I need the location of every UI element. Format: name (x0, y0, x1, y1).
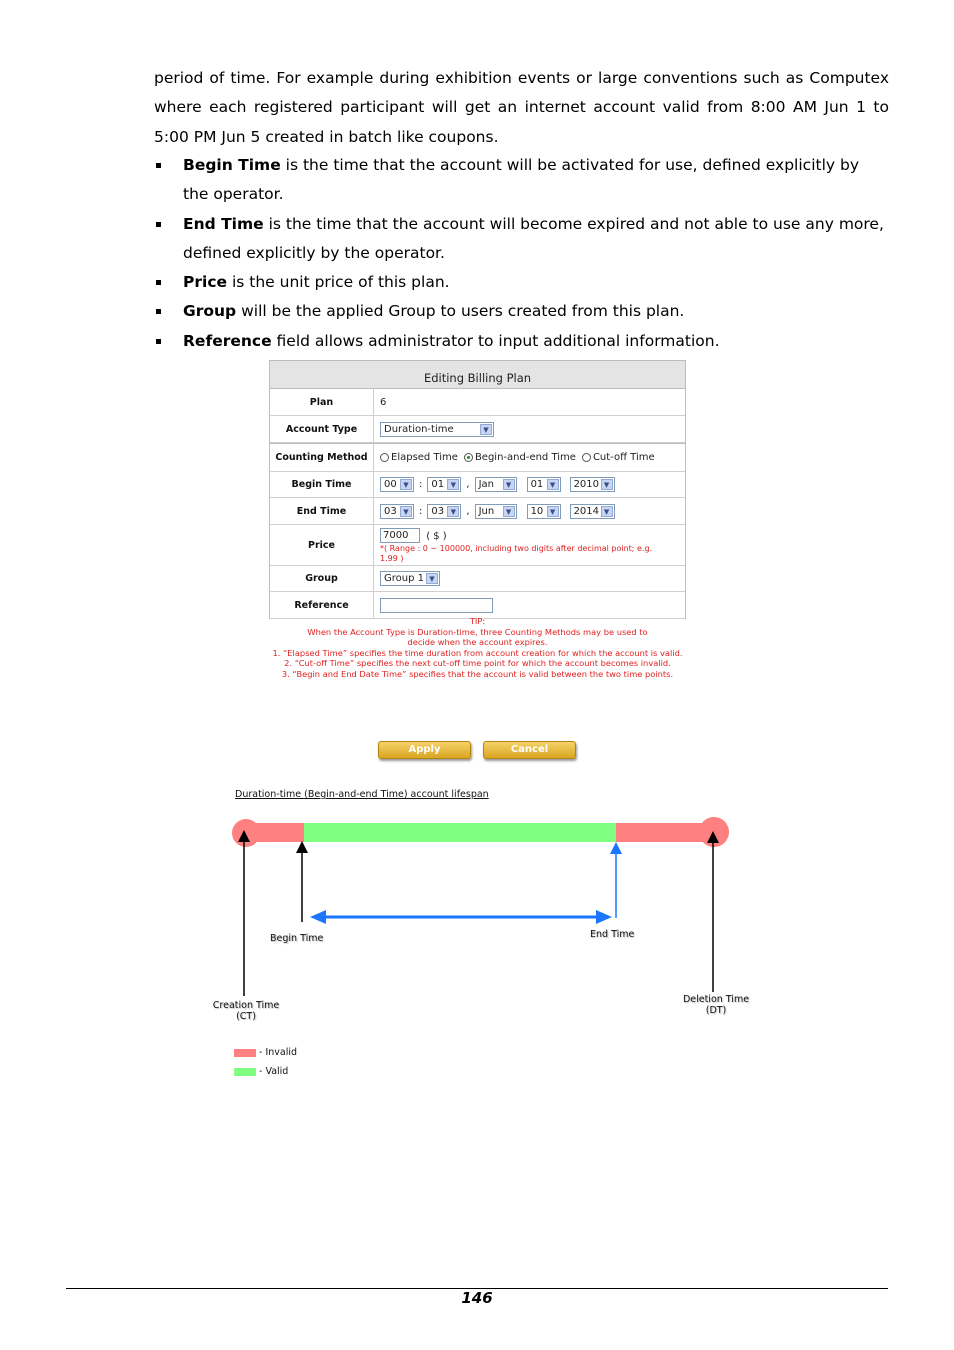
begin-time-label: Begin Time (270, 472, 374, 497)
group-select[interactable] (380, 571, 440, 586)
begin-time-selects (374, 472, 685, 497)
deletion-time-dot (699, 817, 729, 847)
counting-method-row (270, 443, 685, 472)
bullet-text: will be the applied Group to users created from this plan. (236, 302, 685, 321)
bullet-price (154, 268, 889, 297)
diagram-title: Duration-time (Begin-and-end Time) account lifespan (235, 789, 489, 800)
price-row (270, 525, 685, 566)
bullet-term: Reference (183, 331, 272, 350)
tip-box (269, 616, 686, 680)
select-value: Jan (478, 479, 494, 490)
chevron-down-icon: ▼ (480, 424, 492, 435)
intro-line: 5:00 PM Jun 5 created in batch like coupons. (154, 127, 499, 146)
span-arrowhead-right (596, 910, 612, 924)
price-cell (374, 525, 685, 565)
select-value: 03 (384, 505, 397, 517)
begin-hour-select[interactable] (380, 477, 414, 492)
chevron-down-icon: ▼ (447, 506, 459, 517)
chevron-down-icon: ▼ (601, 506, 613, 517)
begin-day-select[interactable] (527, 477, 561, 492)
creation-time-label (205, 1000, 287, 1022)
select-value: 01 (431, 479, 445, 490)
radio-begin-end-time[interactable] (464, 453, 473, 462)
account-type-select-value: Duration-time (384, 423, 454, 435)
bullet-marker (156, 280, 161, 285)
bullet-term: End Time (183, 214, 264, 233)
account-type-row (270, 416, 685, 443)
group-row (270, 566, 685, 592)
bullet-marker (156, 222, 161, 227)
reference-row (270, 592, 685, 619)
chevron-down-icon: ▼ (400, 506, 412, 517)
begin-time-label: Begin Time (270, 933, 324, 944)
tip-intro: When the Account Type is Duration-time, three Counting Methods may be used to decide when the account expires. (307, 626, 648, 648)
intro-paragraph (154, 64, 889, 152)
end-hour-select[interactable] (380, 504, 414, 519)
intro-line: where each registered participant will get an internet account valid from 8:00 AM Jun 1 to (154, 98, 889, 117)
bullet-text: is the time that the account will become expired and not able to use any more, defined explicitly by the operator. (183, 214, 884, 262)
reference-label: Reference (270, 592, 374, 618)
legend-label: - Valid (259, 1066, 289, 1077)
chevron-down-icon: ▼ (426, 573, 438, 584)
end-time-label: End Time (270, 498, 374, 524)
plan-value: 6 (380, 396, 387, 408)
apply-button[interactable]: Apply (378, 741, 471, 759)
end-month-select[interactable] (475, 504, 517, 519)
cancel-button[interactable]: Cancel (483, 741, 576, 759)
plan-row (270, 389, 685, 416)
time-colon: : (419, 505, 423, 517)
invalid-bar-right (616, 823, 714, 842)
radio-elapsed-time[interactable] (380, 453, 389, 462)
date-comma: , (466, 479, 470, 490)
group-cell (374, 566, 685, 591)
legend-valid (234, 1066, 288, 1077)
end-min-select[interactable] (427, 504, 461, 519)
select-value: 03 (431, 505, 445, 517)
creation-time-dot (232, 819, 260, 847)
price-range-note: *( Range : 0 ~ 100000, including two digits after decimal point; e.g. 1.99 ) (380, 544, 653, 563)
form-title: Editing Billing Plan (270, 361, 685, 389)
billing-plan-form (269, 360, 686, 619)
time-colon: : (419, 479, 423, 490)
radio-label: Cut-off Time (592, 452, 655, 463)
counting-method-label: Counting Method (270, 444, 374, 471)
bullet-term: Begin Time (183, 156, 281, 174)
end-time-selects (374, 498, 685, 524)
end-time-row (270, 498, 685, 525)
reference-cell (374, 592, 685, 618)
deletion-time-text: Deletion Time (682, 994, 750, 1005)
account-type-select[interactable] (380, 422, 494, 437)
bullet-term: Price (183, 273, 228, 292)
select-value: 2014 (573, 505, 600, 517)
select-value: 2010 (573, 479, 600, 490)
bullet-end-time (154, 210, 889, 269)
legend-swatch-valid (234, 1068, 256, 1076)
legend-swatch-invalid (234, 1049, 256, 1057)
select-value: Jun (478, 505, 495, 517)
select-value: 01 (530, 479, 544, 490)
chevron-down-icon: ▼ (547, 479, 559, 490)
creation-time-abbr: (CT) (236, 1011, 256, 1022)
begin-month-select[interactable] (475, 477, 517, 492)
group-label: Group (270, 566, 374, 591)
legend-label: - Invalid (259, 1047, 298, 1058)
select-value: 10 (530, 505, 544, 517)
invalid-bar-left (246, 823, 304, 842)
bullet-marker (156, 309, 161, 314)
begin-time-row (270, 472, 685, 498)
bullet-text: field allows administrator to input additional information. (271, 331, 720, 350)
radio-label: Elapsed Time (391, 452, 458, 463)
date-comma: , (466, 505, 470, 517)
radio-label: Begin-and-end Time (474, 452, 576, 463)
begin-year-select[interactable] (570, 477, 615, 492)
price-unit: ( $ ) (426, 530, 447, 542)
counting-method-options (374, 444, 685, 471)
end-year-select[interactable] (570, 504, 615, 519)
select-value: 00 (384, 479, 397, 490)
chevron-down-icon: ▼ (400, 479, 412, 490)
end-time-label: End Time (590, 929, 635, 940)
chevron-down-icon: ▼ (503, 479, 515, 490)
account-type-label: Account Type (270, 416, 374, 442)
bullet-group (154, 297, 889, 326)
plan-label: Plan (270, 389, 374, 415)
tip-item: 3. “Begin and End Date Time” specifies that the account is valid between the two time points. (281, 668, 674, 679)
bullet-text: is the unit price of this plan. (227, 273, 450, 292)
creation-time-text: Creation Time (212, 1000, 280, 1011)
chevron-down-icon: ▼ (447, 479, 459, 490)
price-label: Price (270, 525, 374, 565)
bullet-marker (156, 163, 161, 168)
page-number: 146 (461, 1289, 493, 1307)
reference-input[interactable] (380, 598, 493, 613)
deletion-time-label (676, 994, 756, 1016)
radio-cut-off-time[interactable] (582, 453, 591, 462)
chevron-down-icon: ▼ (547, 506, 559, 517)
valid-bar (304, 823, 616, 842)
begin-min-select[interactable] (427, 477, 461, 492)
span-arrowhead-left (310, 910, 326, 924)
bullet-list (154, 151, 889, 356)
intro-line: period of time. For example during exhibition events or large conventions such as Computex (154, 69, 889, 87)
price-input[interactable]: 7000 (380, 528, 420, 543)
bullet-text: is the time that the account will be activated for use, defined explicitly by the operator. (183, 156, 859, 204)
select-value: Group 1 (384, 573, 424, 584)
tip-item: 2. “Cut-off Time” specifies the next cut-off time point for which the account becomes invalid. (284, 658, 671, 669)
bullet-begin-time (154, 151, 889, 210)
tip-item: 1. “Elapsed Time” specifies the time duration from account creation for which the account is valid. (272, 647, 683, 658)
legend-invalid (234, 1047, 297, 1058)
account-type-cell (374, 416, 685, 442)
end-day-select[interactable] (527, 504, 561, 519)
bullet-marker (156, 339, 161, 344)
bullet-reference (154, 327, 889, 356)
deletion-time-abbr: (DT) (705, 1005, 727, 1016)
tip-title: TIP: (469, 616, 486, 626)
chevron-down-icon: ▼ (503, 506, 515, 517)
chevron-down-icon: ▼ (601, 479, 613, 490)
bullet-term: Group (183, 302, 237, 321)
